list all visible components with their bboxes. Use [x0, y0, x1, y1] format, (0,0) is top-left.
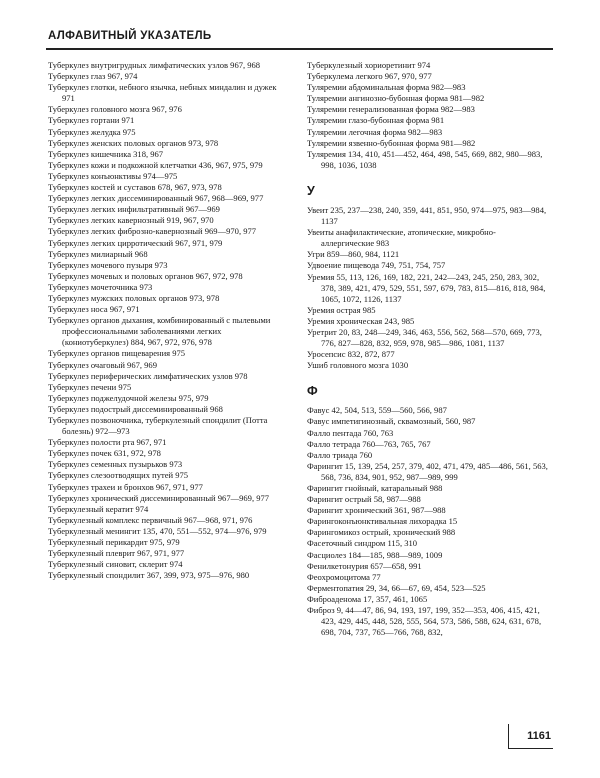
index-entry: Туберкулез легких цирротический 967, 971, 979 [48, 237, 223, 248]
index-entry: Туберкулез семенных пузырьков 973 [48, 459, 183, 470]
index-entry: Туберкулезный хориоретинит 974 [307, 60, 431, 70]
index-entry: Туберкулез конъюнктивы 974—975 [48, 170, 178, 181]
index-entry: Туберкулез легких фиброзно-кавернозный 969—970, 977 [48, 226, 257, 237]
index-entry: Фиброз 9, 44—47, 86, 94, 193, 197, 199, 352—353, 406, 415, 421, 423, 429, 445, 448, 528, 555, 564, 573, 586, 588, 624, 631, 678, 698, 704, 737, 765—766, 768, 832, [307, 605, 542, 638]
index-entry: Туберкулез легких диссеминированный 967, 968—969, 977 [48, 193, 264, 204]
section-u-entries [307, 205, 549, 371]
index-entry: Туберкулез хронический диссеминированный 967—969, 977 [48, 492, 270, 503]
section-f-entries [307, 405, 549, 638]
index-entry: Туберкулез органов дыхания, комбинированный с пылевыми профессиональными заболеваниями легких (кониотуберкулез) 884, 967, 972, 976, 978 [48, 315, 271, 348]
index-entry: Фарингит гнойный, катаральный 988 [307, 483, 443, 493]
page-number: 1161 [508, 724, 553, 749]
index-entry: Туберкулез мужских половых органов 973, 978 [48, 292, 220, 303]
index-entry: Туберкулема легкого 967, 970, 977 [307, 71, 432, 82]
index-entry: Фиброаденома 17, 357, 461, 1065 [307, 593, 428, 604]
index-entry: Ферментопатия 29, 34, 66—67, 69, 454, 523—525 [307, 582, 486, 593]
index-column-right [307, 60, 549, 638]
index-entry: Туберкулез гортани 971 [48, 115, 135, 126]
index-entry: Туберкулез полости рта 967, 971 [48, 437, 167, 448]
index-entry: Угри 859—860, 984, 1121 [307, 249, 400, 260]
index-entry: Туберкулез органов пищеварения 975 [48, 348, 186, 359]
index-entry: Туберкулез носа 967, 971 [48, 304, 140, 315]
index-entry: Туляремия 134, 410, 451—452, 464, 498, 545, 669, 882, 980—983, 998, 1036, 1038 [307, 148, 543, 170]
index-entry: Туберкулез мочевого пузыря 973 [48, 259, 168, 270]
index-entry: Фалло пентада 760, 763 [307, 427, 394, 438]
index-entry: Туберкулез легких инфильтративный 967—969 [48, 204, 220, 215]
index-entry: Туберкулез почек 631, 972, 978 [48, 448, 161, 459]
index-entry: Туляремии глазо-бубонная форма 981 [307, 115, 445, 126]
index-entry: Туберкулезный синовит, склерит 974 [48, 559, 183, 570]
index-entry: Туберкулез печени 975 [48, 381, 132, 392]
index-entry: Туберкулез костей и суставов 678, 967, 973, 978 [48, 182, 222, 193]
index-entry: Фарингомикоз острый, хронический 988 [307, 527, 456, 538]
header-rule [46, 48, 553, 50]
index-entry: Туберкулез позвоночника, туберкулезный спондилит (Потта болезнь) 972—973 [48, 415, 268, 437]
index-entry: Туберкулез мочеточника 973 [48, 281, 153, 292]
index-entry: Фарингоконъюнктивальная лихорадка 15 [307, 516, 458, 527]
index-entry: Туберкулез трахеи и бронхов 967, 971, 977 [48, 481, 203, 492]
index-entry: Фавус импетигинозный, сквамозный, 560, 987 [307, 416, 476, 427]
index-entry: Туберкулезный кератит 974 [48, 503, 149, 514]
index-entry: Уремия хроническая 243, 985 [307, 315, 415, 326]
index-entry: Фасеточный синдром 115, 310 [307, 538, 418, 549]
index-entry: Туляремии генерализованная форма 982—983 [307, 104, 475, 115]
index-entry: Туляремии легочная форма 982—983 [307, 126, 443, 137]
index-entry: Туберкулез слезоотводящих путей 975 [48, 470, 189, 481]
index-entry: Увеиты анафилактические, атопические, микробно-аллергические 983 [307, 227, 496, 249]
index-entry: Туберкулез милиарный 968 [48, 248, 148, 259]
index-entry: Туберкулез мочевых и половых органов 967, 972, 978 [48, 270, 243, 281]
right-top-entries [307, 60, 549, 171]
index-entry: Увеит 235, 237—238, 240, 359, 441, 851, 950, 974—975, 983—984, 1137 [307, 204, 547, 227]
index-entry: Уремия острая 985 [307, 304, 376, 315]
index-entry: Фасциолез 184—185, 988—989, 1009 [307, 549, 443, 560]
index-entry: Фенилкетонурия 657—658, 991 [307, 560, 422, 571]
section-letter-u: У [307, 183, 315, 198]
index-entry: Фавус 42, 504, 513, 559—560, 566, 987 [307, 405, 447, 416]
index-entry: Туберкулез очаговый 967, 969 [48, 359, 157, 370]
index-entry: Фарингит 15, 139, 254, 257, 379, 402, 471, 479, 485—486, 561, 563, 568, 736, 834, 901, 952, 987—989, 999 [307, 460, 548, 482]
index-entry: Туберкулез женских половых органов 973, 978 [48, 137, 219, 148]
index-entry: Туберкулез глотки, небного язычка, небных миндалин и дужек 971 [48, 82, 277, 104]
index-entry: Туляремии ангинозно-бубонная форма 981—982 [307, 93, 485, 104]
index-entry: Туберкулез поджелудочной железы 975, 979 [48, 392, 209, 403]
index-entry: Удвоение пищевода 749, 751, 754, 757 [307, 260, 446, 271]
index-entry: Феохромоцитома 77 [307, 571, 381, 582]
index-entry: Фалло триада 760 [307, 449, 373, 460]
index-entry: Туберкулезный плеврит 967, 971, 977 [48, 548, 185, 559]
index-entry: Уретрит 20, 83, 248—249, 346, 463, 556, 562, 568—570, 669, 773, 776, 827—828, 832, 959, 978, 985—986, 1081, 1137 [307, 326, 542, 349]
index-entry: Туберкулез легких кавернозный 919, 967, 970 [48, 215, 214, 226]
index-entry: Ушиб головного мозга 1030 [307, 360, 409, 371]
index-column-left [48, 60, 290, 581]
index-entry: Уремия 55, 113, 126, 169, 182, 221, 242—243, 245, 250, 283, 302, 378, 389, 421, 479, 529, 551, 597, 679, 783, 815—816, 818, 984, 1065, 1072, 1126, 1137 [307, 271, 546, 304]
index-entry: Туберкулез желудка 975 [48, 126, 136, 137]
index-entry: Туляремии язвенно-бубонная форма 981—982 [307, 137, 476, 148]
index-entry: Туляремии абдоминальная форма 982—983 [307, 82, 466, 93]
index-entry: Туберкулез кишечника 318, 967 [48, 148, 164, 159]
index-entry: Уросепсис 832, 872, 877 [307, 349, 395, 360]
index-entry: Туберкулез внутригрудных лимфатических узлов 967, 968 [48, 60, 261, 70]
index-entry: Туберкулез глаз 967, 974 [48, 71, 138, 82]
index-entry: Туберкулез кожи и подкожной клетчатки 436, 967, 975, 979 [48, 159, 263, 170]
index-entry: Фарингит острый 58, 987—988 [307, 494, 421, 505]
index-entry: Туберкулез периферических лимфатических узлов 978 [48, 370, 248, 381]
index-entry: Туберкулезный комплекс первичный 967—968, 971, 976 [48, 514, 253, 525]
index-entry: Туберкулезный спондилит 367, 399, 973, 975—976, 980 [48, 570, 250, 581]
index-entry: Туберкулез подострый диссеминированный 968 [48, 403, 223, 414]
section-letter-f: Ф [307, 384, 318, 399]
index-entry: Фарингит хронический 361, 987—988 [307, 505, 446, 516]
running-header: АЛФАВИТНЫЙ УКАЗАТЕЛЬ [48, 30, 212, 42]
index-entry: Фалло тетрада 760—763, 765, 767 [307, 438, 431, 449]
index-entry: Туберкулезный перикардит 975, 979 [48, 537, 180, 548]
index-entry: Туберкулезный менингит 135, 470, 551—552, 974—976, 979 [48, 525, 267, 536]
index-entry: Туберкулез головного мозга 967, 976 [48, 104, 182, 115]
